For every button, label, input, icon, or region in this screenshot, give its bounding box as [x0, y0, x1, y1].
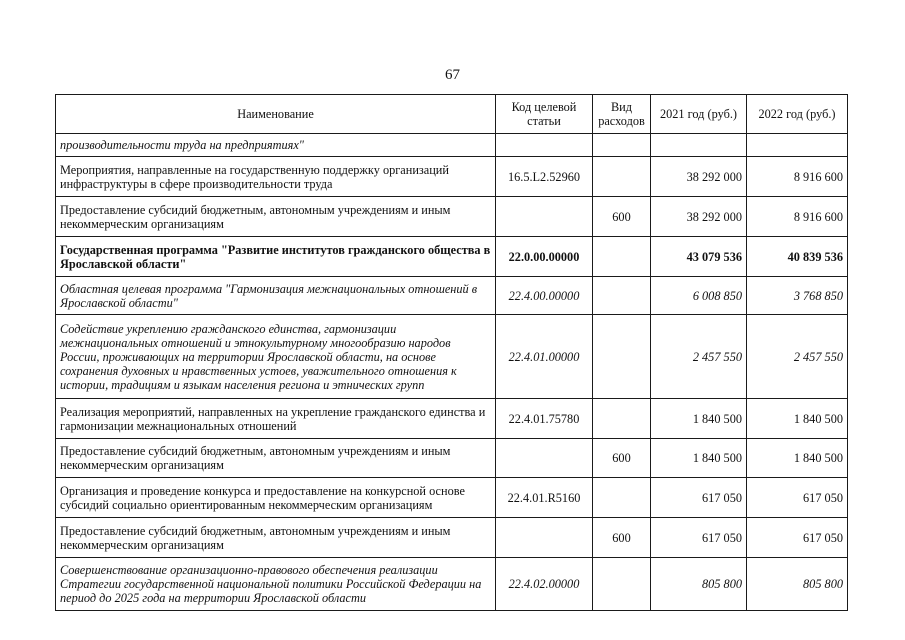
header-expense-type: Вид расходов — [593, 95, 651, 134]
row-name: Содействие укреплению гражданского единства, гармонизации межнациональных отношений и этнокультурному многообразию народов России, проживающих на территории Ярославской области, на основе сохранения духовных и нравственных устоев, уважительного отношения к истории, традициям и языкам населения региона и этнических групп — [56, 315, 496, 399]
row-name: Предоставление субсидий бюджетным, автономным учреждениям и иным некоммерческим организациям — [56, 439, 496, 478]
table-row — [56, 478, 848, 518]
row-amount-2021: 6 008 850 — [651, 277, 747, 315]
row-expense-type — [593, 237, 651, 277]
row-amount-2022: 617 050 — [747, 478, 848, 518]
row-amount-2022: 2 457 550 — [747, 315, 848, 399]
row-code — [496, 439, 593, 478]
row-expense-type: 600 — [593, 439, 651, 478]
header-code: Код целевой статьи — [496, 95, 593, 134]
row-expense-type — [593, 315, 651, 399]
row-amount-2021: 805 800 — [651, 558, 747, 611]
table-row — [56, 237, 848, 277]
table-row — [56, 518, 848, 558]
header-name: Наименование — [56, 95, 496, 134]
row-amount-2021: 617 050 — [651, 478, 747, 518]
row-code — [496, 134, 593, 157]
row-amount-2021: 1 840 500 — [651, 399, 747, 439]
table-header-row — [56, 95, 848, 134]
row-amount-2022 — [747, 134, 848, 157]
row-amount-2022: 805 800 — [747, 558, 848, 611]
row-code — [496, 197, 593, 237]
row-code — [496, 518, 593, 558]
row-amount-2022: 1 840 500 — [747, 439, 848, 478]
table-row — [56, 277, 848, 315]
row-expense-type: 600 — [593, 197, 651, 237]
table-row — [56, 157, 848, 197]
row-name: Реализация мероприятий, направленных на укрепление гражданского единства и гармонизации межнациональных отношений — [56, 399, 496, 439]
header-year-2022: 2022 год (руб.) — [747, 95, 848, 134]
row-amount-2021: 38 292 000 — [651, 197, 747, 237]
row-amount-2022: 40 839 536 — [747, 237, 848, 277]
row-amount-2021: 2 457 550 — [651, 315, 747, 399]
row-name: Предоставление субсидий бюджетным, автономным учреждениям и иным некоммерческим организациям — [56, 518, 496, 558]
table-row — [56, 439, 848, 478]
row-expense-type — [593, 157, 651, 197]
row-amount-2022: 8 916 600 — [747, 197, 848, 237]
row-name: Областная целевая программа "Гармонизация межнациональных отношений в Ярославской области" — [56, 277, 496, 315]
row-amount-2022: 1 840 500 — [747, 399, 848, 439]
row-expense-type — [593, 134, 651, 157]
row-expense-type: 600 — [593, 518, 651, 558]
row-code: 22.4.01.75780 — [496, 399, 593, 439]
row-name: Совершенствование организационно-правового обеспечения реализации Стратегии государственной национальной политики Российской Федерации на период до 2025 года на территории Ярославской области — [56, 558, 496, 611]
row-name: Предоставление субсидий бюджетным, автономным учреждениям и иным некоммерческим организациям — [56, 197, 496, 237]
row-amount-2021: 1 840 500 — [651, 439, 747, 478]
table-row — [56, 315, 848, 399]
row-code: 16.5.L2.52960 — [496, 157, 593, 197]
header-year-2021: 2021 год (руб.) — [651, 95, 747, 134]
row-amount-2021: 38 292 000 — [651, 157, 747, 197]
row-code: 22.4.01.00000 — [496, 315, 593, 399]
row-amount-2021: 617 050 — [651, 518, 747, 558]
row-amount-2022: 8 916 600 — [747, 157, 848, 197]
row-name: Государственная программа "Развитие институтов гражданского общества в Ярославской области" — [56, 237, 496, 277]
budget-table — [55, 94, 848, 611]
page-number: 67 — [445, 67, 460, 83]
row-expense-type — [593, 399, 651, 439]
table-row — [56, 399, 848, 439]
row-amount-2021 — [651, 134, 747, 157]
row-expense-type — [593, 478, 651, 518]
row-expense-type — [593, 558, 651, 611]
row-name: производительности труда на предприятиях" — [56, 134, 496, 157]
row-name: Организация и проведение конкурса и предоставление на конкурсной основе субсидий социально ориентированным некоммерческим организациям — [56, 478, 496, 518]
row-amount-2022: 3 768 850 — [747, 277, 848, 315]
row-amount-2021: 43 079 536 — [651, 237, 747, 277]
row-code: 22.4.02.00000 — [496, 558, 593, 611]
row-code: 22.4.00.00000 — [496, 277, 593, 315]
row-code: 22.0.00.00000 — [496, 237, 593, 277]
table-row — [56, 558, 848, 611]
row-code: 22.4.01.R5160 — [496, 478, 593, 518]
table-row — [56, 134, 848, 157]
row-amount-2022: 617 050 — [747, 518, 848, 558]
table-row — [56, 197, 848, 237]
row-expense-type — [593, 277, 651, 315]
row-name: Мероприятия, направленные на государственную поддержку организаций инфраструктуры в сфере производительности труда — [56, 157, 496, 197]
